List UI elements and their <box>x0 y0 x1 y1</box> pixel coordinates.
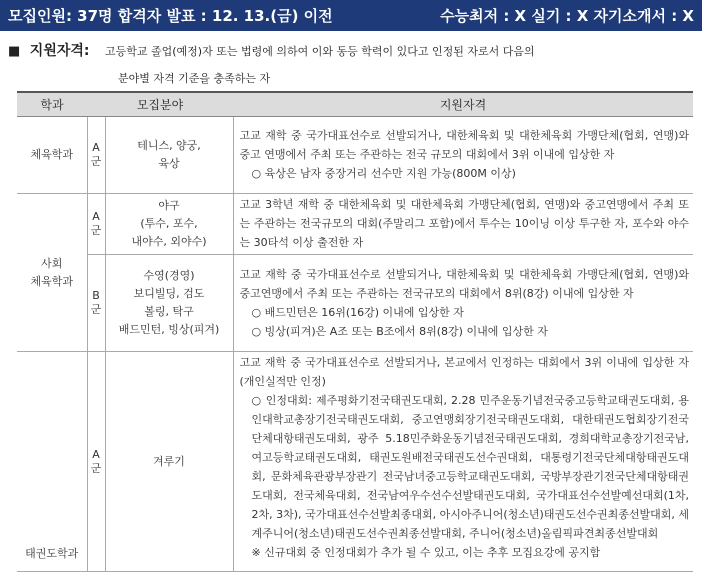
qualification-note: ○ 배드민턴은 16위(16강) 이내에 입상한 자 <box>251 305 464 319</box>
qualification-cell <box>233 255 693 352</box>
header-field: 모집분야 <box>87 92 233 117</box>
field-label: 테니스, 양궁, 육상 <box>105 117 233 194</box>
header-bar <box>0 0 702 31</box>
dept-pe: 체육학과 <box>17 117 87 194</box>
square-bullet-icon: ■ <box>8 44 21 59</box>
field-label: 겨루기 <box>105 352 233 572</box>
table-row <box>17 352 693 572</box>
header-qualification: 지원자격 <box>233 92 693 117</box>
qualification-note: ○ 빙상(피겨)은 A조 또는 B조에서 8위(8강) 이내에 입상한 자 <box>251 324 548 338</box>
table-row <box>17 117 693 194</box>
recognized-competitions: ○ 인정대회: 제주평화기전국태권도대회, 2.28 민주운동기념전국중고등학교태권도대회, 용인대학교총장기전국태권도대회, 중고연맹회장기전국태권도대회, 대한태권도협회장기전국단체대항태권도대회, 광주 5.18민주화운동기념전국태권도대회, 경희대학교총장기전국남,여고등학교태권도대회, 태권도원배전국태권도선수권대회, 대통령기전국단체대항태권도대회, 문화체육관광부장관기 전국남녀중고등학교태권도대회, 국방부장관기전국단체대항태권도대회, 전국체육대회, 전국남여우수선수선발태권도대회, 국가대표선수선발예선대회(1차, 2차, 3차), 국가대표선수선발최종대회, 아시아주니어(청소년)태권도선수권최종선발대회, 세계주니어(청소년)태권도선수권최종선발대회, 주니어(청소년)올림픽파견최종선발대회 <box>251 394 689 540</box>
qualification-cell <box>233 117 693 194</box>
qualification-title: 지원자격: <box>29 43 90 59</box>
qualification-text: 고교 3학년 재학 중 대한체육회 및 대한체육회 가맹단체(협회, 연맹)와 중고연맹에서 주최 또는 주관하는 전국규모의 대회(주말리그 포함)에서 투수는 10이닝 이상 투구한 자, 포수와 야수는 30타석 이상 출전한 자 <box>239 198 689 249</box>
field-label: 수영(경영) 보디빌딩, 검도 볼링, 탁구 배드민턴, 빙상(피겨) <box>105 255 233 352</box>
table-header-row <box>17 92 693 117</box>
qualification-cell <box>233 352 693 572</box>
header-dept: 학과 <box>17 92 87 117</box>
table-row <box>17 194 693 255</box>
qualification-section <box>8 38 698 92</box>
qualification-text: 고교 재학 중 국가대표선수로 선발되거나, 대한체육회 및 대한체육회 가맹단체(협회, 연맹)와 중고연맹에서 주최 또는 주관하는 전국규모의 대회에서 8위(8강) 이내에 입상한 자 <box>239 267 689 300</box>
dept-social: 사회 체육학과 <box>17 194 87 352</box>
table-row <box>17 255 693 352</box>
requirements-summary: 수능최저 : X 실기 : X 자기소개서 : X <box>440 7 694 25</box>
qualification-table <box>17 91 693 572</box>
qualification-line1: 고등학교 졸업(예정)자 또는 법령에 의하여 이와 동등 학력이 있다고 인정된 자로서 다음의 <box>105 45 535 58</box>
group-label: A 군 <box>87 194 105 255</box>
qualification-note: ※ 신규대회 중 인정대회가 추가 될 수 있고, 이는 추후 모집요강에 공지함 <box>251 546 601 559</box>
dept-taekwondo: 태권도학과 <box>17 352 87 572</box>
qualification-text: 고교 재학 중 국가대표선수로 선발되거나, 대한체육회 및 대한체육회 가맹단체(협회, 연맹)와 중고 연맹에서 주최 또는 주관하는 전국 규모의 대회에서 3위 이내에 입상한 자 <box>239 129 689 161</box>
qualification-line2: 분야별 자격 기준을 충족하는 자 <box>118 72 271 85</box>
field-label: 야구 (투수, 포수, 내야수, 외야수) <box>105 194 233 255</box>
qualification-cell <box>233 194 693 255</box>
recruit-summary: 모집인원: 37명 합격자 발표 : 12. 13.(금) 이전 <box>8 7 333 25</box>
group-label: B군 <box>87 255 105 352</box>
qualification-note: ○ 육상은 남자 중장거리 선수만 지원 가능(800M 이상) <box>251 167 516 180</box>
group-label: A 군 <box>87 117 105 194</box>
group-label: A 군 <box>87 352 105 572</box>
qualification-text: 고교 재학 중 국가대표선수로 선발되거나, 본교에서 인정하는 대회에서 3위 이내에 입상한 자(개인실적만 인정) <box>239 356 689 388</box>
